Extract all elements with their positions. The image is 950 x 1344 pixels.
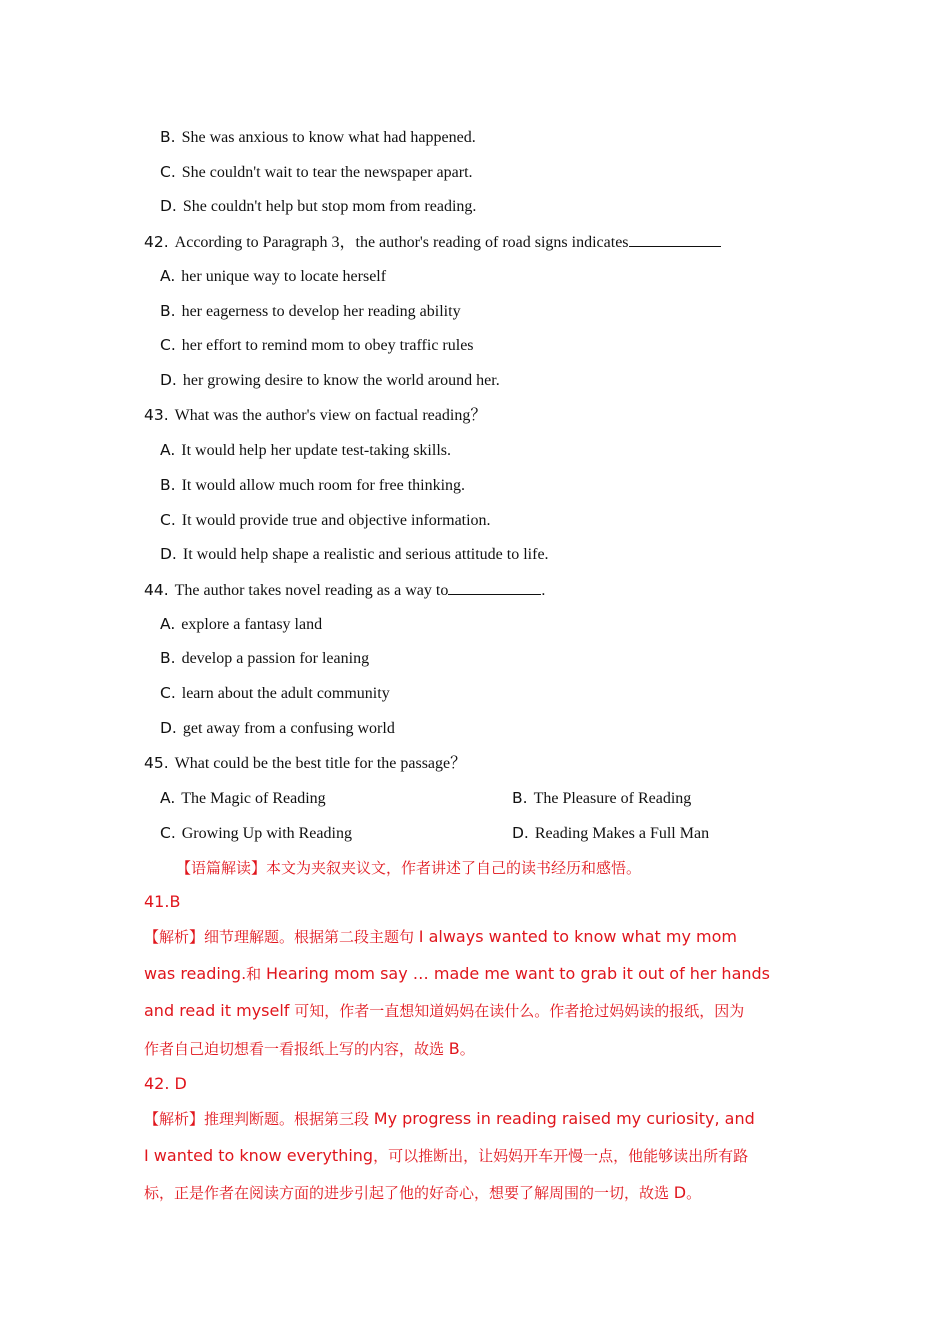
option-letter: C. <box>160 684 176 702</box>
option-text: Growing Up with Reading <box>181 825 352 842</box>
question-text: According to Paragraph 3，the author's reading of road signs indicates <box>174 234 629 251</box>
q42-option-c <box>160 335 474 356</box>
option-text: her eagerness to develop her reading ability <box>181 303 461 320</box>
option-text: The Magic of Reading <box>181 790 326 807</box>
analysis-text: ，可以推断出，让妈妈开车开慢一点，他能够读出所有路 <box>373 1147 749 1165</box>
question-number: 45. <box>144 754 169 772</box>
option-text: explore a fantasy land <box>181 616 323 633</box>
option-text: learn about the adult community <box>181 685 390 702</box>
q41-option-d <box>160 196 476 217</box>
option-letter: D. <box>160 545 177 563</box>
analysis-text: 。 <box>459 1040 475 1058</box>
option-text: get away from a confusing world <box>182 720 395 737</box>
q45-option-b <box>512 788 691 809</box>
analysis-quote: I wanted to know everything <box>144 1146 374 1165</box>
passage-note-text: 【语篇解读】本文为夹叙夹议文，作者讲述了自己的读书经历和感悟。 <box>176 859 642 877</box>
option-letter: A. <box>160 441 176 459</box>
question-end: . <box>541 582 546 599</box>
option-letter: B. <box>512 789 528 807</box>
analysis-41-line-1 <box>144 927 737 948</box>
question-text: What was the author's view on factual reading？ <box>174 407 487 424</box>
analysis-quote: Hearing mom say … made me want to grab it out of her hands <box>265 964 771 983</box>
option-text: She was anxious to know what had happened. <box>181 129 476 146</box>
q44-option-a <box>160 614 322 635</box>
q43-option-d <box>160 544 549 565</box>
analysis-answer: B <box>448 1039 460 1058</box>
analysis-41-line-2 <box>144 964 770 985</box>
option-letter: D. <box>160 197 177 215</box>
q44-stem <box>144 579 545 601</box>
option-letter: A. <box>160 267 176 285</box>
option-letter: B. <box>160 649 176 667</box>
analysis-42-line-3 <box>144 1183 701 1204</box>
option-text: It would help her update test-taking skills. <box>181 442 451 459</box>
analysis-text: 。 <box>686 1184 702 1202</box>
question-number: 44. <box>144 581 169 599</box>
option-letter: B. <box>160 476 176 494</box>
q45-stem <box>144 753 466 774</box>
option-text: her growing desire to know the world around her. <box>182 372 500 389</box>
q42-option-d <box>160 370 500 391</box>
analysis-text: 和 <box>246 965 266 983</box>
q45-option-c <box>160 823 352 844</box>
q43-option-a <box>160 440 451 461</box>
option-letter: C. <box>160 336 176 354</box>
option-letter: A. <box>160 615 176 633</box>
option-letter: D. <box>160 719 177 737</box>
analysis-42-line-1 <box>144 1109 755 1130</box>
analysis-text: 【解析】推理判断题。根据第三段 <box>144 1110 374 1128</box>
passage-note <box>176 858 641 879</box>
q42-stem <box>144 231 721 253</box>
q42-option-a <box>160 266 386 287</box>
q41-option-c <box>160 162 473 183</box>
option-text: It would allow much room for free thinking. <box>181 477 466 494</box>
analysis-41-line-3 <box>144 1001 744 1022</box>
q43-stem <box>144 405 486 426</box>
option-letter: B. <box>160 302 176 320</box>
analysis-text: 【解析】细节理解题。根据第二段主题句 <box>144 928 419 946</box>
q45-option-a <box>160 788 326 809</box>
q44-option-c <box>160 683 390 704</box>
analysis-quote: was reading. <box>144 964 247 983</box>
option-text: develop a passion for leaning <box>181 650 370 667</box>
q41-option-b <box>160 127 476 148</box>
q44-option-b <box>160 648 369 669</box>
analysis-42-line-2 <box>144 1146 748 1167</box>
q42-option-b <box>160 301 461 322</box>
answer-blank <box>629 231 721 247</box>
answer-blank <box>448 579 541 595</box>
option-text: It would help shape a realistic and serious attitude to life. <box>182 546 549 563</box>
option-letter: D. <box>160 371 177 389</box>
analysis-text: 可知，作者一直想知道妈妈在读什么。作者抢过妈妈读的报纸，因为 <box>289 1002 745 1020</box>
analysis-text: 作者自己迫切想看一看报纸上写的内容，故选 <box>144 1040 449 1058</box>
option-letter: B. <box>160 128 176 146</box>
q43-option-b <box>160 475 465 496</box>
option-text: Reading Makes a Full Man <box>534 825 710 842</box>
analysis-quote: I always wanted to know what my mom <box>418 927 738 946</box>
analysis-answer: D <box>673 1183 687 1202</box>
question-text: The author takes novel reading as a way to <box>174 582 449 599</box>
question-text: What could be the best title for the passage？ <box>174 755 467 772</box>
q45-option-d <box>512 823 709 844</box>
option-text: her unique way to locate herself <box>181 268 387 285</box>
analysis-text: 标，正是作者在阅读方面的进步引起了他的好奇心，想要了解周围的一切，故选 <box>144 1184 674 1202</box>
option-text: She couldn't wait to tear the newspaper apart. <box>181 164 473 181</box>
analysis-quote: and read it myself <box>144 1001 290 1020</box>
option-text: She couldn't help but stop mom from reading. <box>182 198 477 215</box>
question-number: 43. <box>144 406 169 424</box>
option-text: It would provide true and objective information. <box>181 512 491 529</box>
answer-42 <box>144 1074 187 1095</box>
analysis-41-line-4 <box>144 1039 475 1060</box>
option-letter: C. <box>160 824 176 842</box>
option-text: The Pleasure of Reading <box>533 790 692 807</box>
question-number: 42. <box>144 233 169 251</box>
option-letter: C. <box>160 163 176 181</box>
q44-option-d <box>160 718 395 739</box>
answer-42-label: 42. D <box>144 1074 187 1093</box>
analysis-quote: My progress in reading raised my curiosity, and <box>373 1109 755 1128</box>
option-letter: C. <box>160 511 176 529</box>
answer-41-label: 41.B <box>144 892 181 911</box>
option-text: her effort to remind mom to obey traffic rules <box>181 337 474 354</box>
q43-option-c <box>160 510 491 531</box>
option-letter: A. <box>160 789 176 807</box>
answer-41 <box>144 892 180 913</box>
option-letter: D. <box>512 824 529 842</box>
